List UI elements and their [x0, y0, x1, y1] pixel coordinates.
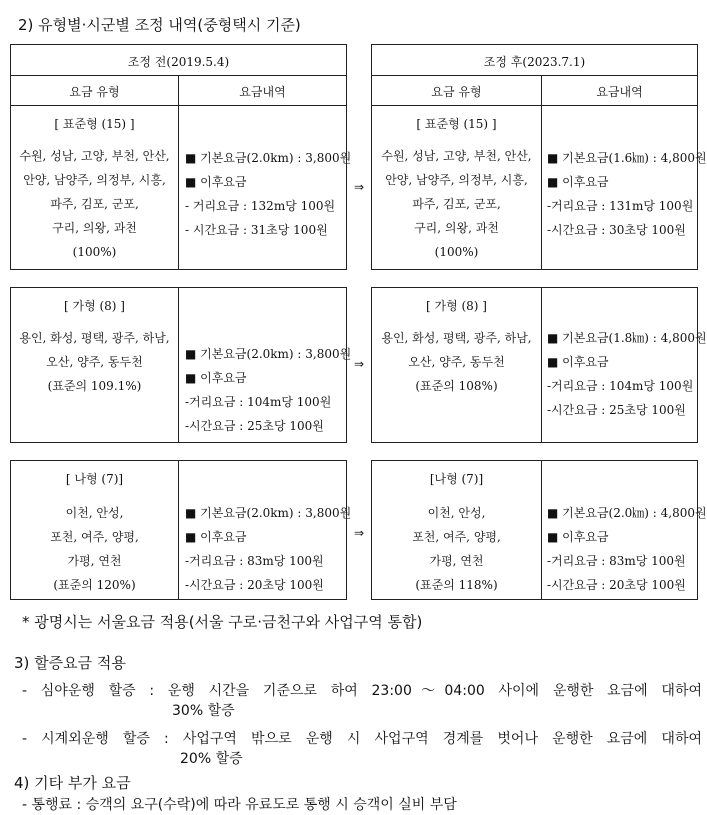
after-city-list: 수원, 성남, 고양, 부천, 안산, 안양, 남양주, 의정부, 시흥, 파주, 김포, 군포, 구리, 의왕, 과천 (100%) — [381, 149, 532, 259]
after-row-ga — [371, 287, 707, 443]
outside-area-surcharge-line: - 시계외운행 할증 : 사업구역 밖으로 운행 시 사업구역 경계를 벗어나 운행한 요금에 대하여 — [22, 731, 702, 747]
after-row-na — [371, 460, 707, 600]
before-type-label: [ 가형 (8) ] — [64, 299, 125, 313]
toll-line: - 통행료 : 승객의 요구(수락)에 따라 유료도로 통행 시 승객이 실비 부담 — [22, 797, 457, 813]
section4-title: 4) 기타 부가 요금 — [14, 774, 131, 792]
before-city-list: 용인, 화성, 평택, 광주, 하남, 오산, 양주, 동두천 (표준의 109.1%) — [19, 331, 170, 393]
before-col-fare: 요금내역 — [239, 85, 286, 99]
after-type-label: [나형 (7)] — [429, 472, 484, 486]
footnote: * 광명시는 서울요금 적용(서울 구로·금천구와 사업구역 통합) — [22, 613, 423, 631]
after-type-label: [ 가형 (8) ] — [426, 299, 487, 313]
before-type-label: [ 나형 (7)] — [65, 472, 124, 486]
after-col-type: 요금 유형 — [431, 85, 482, 99]
after-row-standard — [371, 105, 707, 270]
arrow-icon: ⇒ — [353, 180, 365, 194]
after-type-label: [ 표준형 (15) ] — [416, 117, 497, 131]
after-city-list: 용인, 화성, 평택, 광주, 하남, 오산, 양주, 동두천 (표준의 108%) — [381, 331, 532, 393]
after-fare-list: ■ 기본요금(1.6㎞) : 4,800원 ■ 이후요금 -거리요금 : 131m당 100원 -시간요금 : 30초당 100원 — [547, 151, 707, 237]
before-fare-list: ■ 기본요금(2.0km) : 3,800원 ■ 이후요금 - 거리요금 : 132m당 100원 - 시간요금 : 31초당 100원 — [185, 151, 352, 237]
outside-area-surcharge-rate: 20% 할증 — [180, 751, 243, 767]
after-fare-list: ■ 기본요금(1.8㎞) : 4,800원 ■ 이후요금 -거리요금 : 104m당 100원 -시간요금 : 25초당 100원 — [547, 331, 707, 417]
after-col-fare: 요금내역 — [596, 85, 643, 99]
before-header-table — [10, 44, 347, 106]
before-col-type: 요금 유형 — [69, 85, 120, 99]
before-city-list: 수원, 성남, 고양, 부천, 안산, 안양, 남양주, 의정부, 시흥, 파주, 김포, 군포, 구리, 의왕, 과천 (100%) — [19, 149, 170, 259]
night-surcharge-line: - 심야운행 할증 : 운행 시간을 기준으로 하여 23:00～04:00 사이에 운행한 요금에 대하여 — [22, 683, 702, 699]
before-fare-list: ■ 기본요금(2.0km) : 3,800원 ■ 이후요금 -거리요금 : 104m당 100원 -시간요금 : 25초당 100원 — [185, 347, 352, 433]
before-type-label: [ 표준형 (15) ] — [54, 117, 135, 131]
arrow-icon: ⇒ — [353, 526, 365, 540]
before-header-title: 조정 전(2019.5.4) — [127, 55, 230, 69]
before-fare-list: ■ 기본요금(2.0km) : 3,800원 ■ 이후요금 -거리요금 : 83m당 100원 -시간요금 : 20초당 100원 — [185, 506, 352, 592]
before-row-standard — [10, 105, 352, 270]
before-row-ga — [10, 287, 352, 443]
after-header-table — [371, 44, 698, 106]
after-fare-list: ■ 기본요금(2.0㎞) : 4,800원 ■ 이후요금 -거리요금 : 83m당 100원 -시간요금 : 20초당 100원 — [547, 506, 707, 592]
after-header-title: 조정 후(2023.7.1) — [483, 55, 586, 69]
night-surcharge-rate: 30% 할증 — [172, 703, 235, 719]
arrow-icon: ⇒ — [353, 357, 365, 371]
before-city-list: 이천, 안성, 포천, 여주, 양평, 가평, 연천 (표준의 120%) — [50, 506, 139, 592]
section-title: 2) 유형별·시군별 조정 내역(중형택시 기준) — [18, 16, 301, 34]
before-row-na — [10, 460, 352, 600]
section3-title: 3) 할증요금 적용 — [14, 654, 126, 672]
after-city-list: 이천, 안성, 포천, 여주, 양평, 가평, 연천 (표준의 118%) — [412, 506, 501, 592]
